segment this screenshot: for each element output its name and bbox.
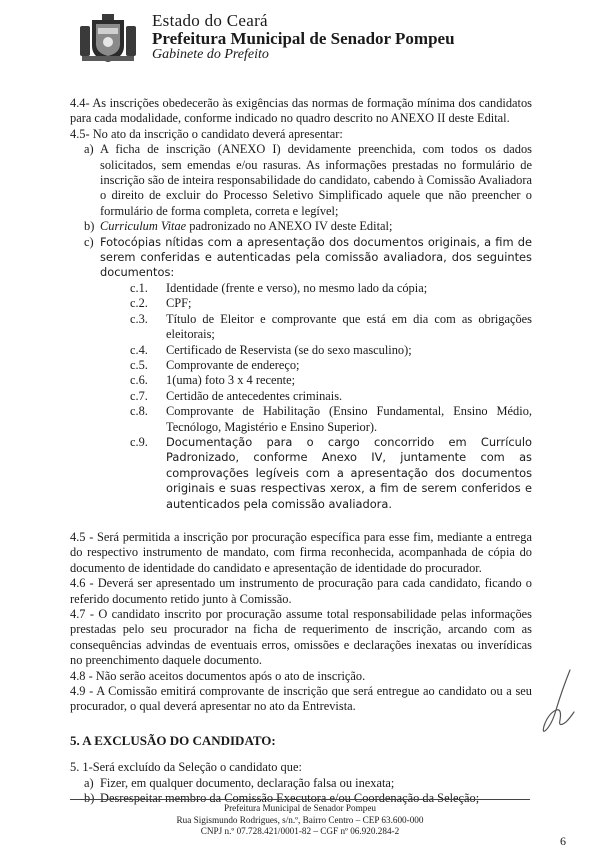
- item-c8: [70, 404, 532, 435]
- spacer: [70, 512, 532, 530]
- item-c1: [70, 281, 532, 296]
- item-a-label: a): [84, 142, 94, 157]
- spacer: [70, 748, 532, 760]
- item-c8-text: Comprovante de Habilitação (Ensino Fundamental, Ensino Médio, Tecnólogo, Magistério e Ensino Superior).: [166, 404, 532, 434]
- item-b-text: padronizado no ANEXO IV deste Edital;: [186, 219, 393, 234]
- item-a-text: A ficha de inscrição (ANEXO I) devidamente preenchida, com todos os dados solicitados, sem emendas e/ou rasuras. As informações prestadas no formulário de inscrição são de inteira responsabilidade do candidato, cabendo à Comissão Avaliadora o direito de excluir do Processo Seletivo Simplificado aquele que não preencher o formulário de forma completa, correta e legível;: [100, 142, 532, 218]
- paragraph-4-6: 4.6 - Deverá ser apresentado um instrumento de procuração para cada candidato, ficando o referido documento retido junto à Comissão.: [70, 576, 532, 606]
- item-b: [70, 219, 532, 234]
- item-5a: [70, 776, 532, 791]
- item-c9-text: Documentação para o cargo concorrido em Currículo Padronizado, conforme Anexo IV, juntamente com as comprovações legíveis com a apresentação dos documentos originais e suas respectivas xerox, a fim de serem conferidos e autenticados pela comissão avaliadora.: [166, 434, 532, 511]
- paragraph-4-5b: 4.5 - Será permitida a inscrição por procuração específica para esse fim, mediante a entrega do respectivo instrumento de mandato, com firma reconhecida, acompanhada de cópia do documento de identidade do candidato e apresentação de identidade do procurador.: [70, 529, 532, 575]
- office-name: Gabinete do Prefeito: [152, 47, 269, 62]
- city-hall-name: Prefeitura Municipal de Senador Pompeu: [152, 29, 455, 48]
- item-5a-text: Fizer, em qualquer documento, declaração falsa ou inexata;: [100, 775, 395, 790]
- item-c6: [70, 373, 532, 388]
- paragraph-4-9: 4.9 - A Comissão emitirá comprovante de inscrição que será entregue ao candidato ou a seu procurador, o qual deverá apresentar no ato da Entrevista.: [70, 684, 532, 714]
- item-c6-text: 1(uma) foto 3 x 4 recente;: [166, 373, 296, 388]
- state-name: Estado do Ceará: [152, 11, 268, 30]
- item-c6-label: c.6.: [130, 373, 148, 388]
- paragraph-4-8: 4.8 - Não serão aceitos documentos após o ato de inscrição.: [70, 668, 366, 683]
- item-c4: [70, 343, 532, 358]
- item-c1-text: Identidade (frente e verso), no mesmo lado da cópia;: [166, 280, 428, 295]
- item-c3: [70, 312, 532, 343]
- item-c7-text: Certidão de antecedentes criminais.: [166, 388, 343, 403]
- section-5-title: 5. A EXCLUSÃO DO CANDIDATO:: [70, 732, 276, 748]
- item-c4-label: c.4.: [130, 342, 148, 357]
- item-c9: [70, 435, 532, 512]
- item-c2: [70, 296, 532, 311]
- page-number: 6: [560, 834, 566, 848]
- footer-line-1: Prefeitura Municipal de Senador Pompeu: [223, 803, 377, 813]
- handwritten-signature: [540, 668, 580, 736]
- item-c-label: c): [84, 234, 94, 249]
- item-c5-label: c.5.: [130, 357, 148, 372]
- letterhead: [152, 12, 455, 62]
- item-c4-text: Certificado de Reservista (se do sexo masculino);: [166, 342, 412, 357]
- item-5b-label: b): [84, 791, 95, 806]
- document-body: [70, 96, 532, 806]
- paragraph-4-5: 4.5- No ato da inscrição o candidato deverá apresentar:: [70, 126, 343, 141]
- item-c8-label: c.8.: [130, 404, 148, 419]
- coat-of-arms-icon: [76, 12, 140, 64]
- paragraph-5-1: 5. 1-Será excluído da Seleção o candidato que:: [70, 760, 302, 775]
- footer-line-2: Rua Sigismundo Rodrigues, s/n.º, Bairro Centro – CEP 63.600-000: [176, 814, 424, 825]
- paragraph-4-7: 4.7 - O candidato inscrito por procuração assume total responsabilidade pelas informações prestadas pelo seu procurador na ficha de requerimento de inscrição, arcando com as consequências advindas de eventuais erros, omissões e declarações inexatas ou inverídicas no preenchimento daquele documento.: [70, 607, 532, 668]
- item-c9-label: c.9.: [130, 434, 148, 449]
- item-c1-label: c.1.: [130, 280, 148, 295]
- item-c2-label: c.2.: [130, 296, 148, 311]
- item-c2-text: CPF;: [166, 296, 192, 311]
- item-b-italic: Curriculum Vitae: [100, 219, 187, 234]
- footer: [70, 803, 530, 838]
- item-c7-label: c.7.: [130, 388, 148, 403]
- footer-divider: [70, 799, 530, 800]
- spacer: [70, 715, 532, 733]
- paragraph-4-4: 4.4- As inscrições obedecerão às exigências das normas de formação mínima dos candidatos para cada modalidade, conforme indicado no quadro descrito no ANEXO II deste Edital.: [70, 96, 532, 126]
- item-c5: [70, 358, 532, 373]
- item-5b-text: Desrespeitar membro da Comissão Executora e/ou Coordenação da Seleção;: [100, 791, 480, 806]
- item-c3-text: Título de Eleitor e comprovante que está em dia com as obrigações eleitorais;: [166, 311, 532, 342]
- footer-line-3: CNPJ n.º 07.728.421/0001-82 – CGF nº 06.920.284-2: [200, 826, 400, 836]
- item-c3-label: c.3.: [130, 311, 148, 326]
- item-c7: [70, 389, 532, 404]
- item-b-label: b): [84, 219, 95, 234]
- item-5a-label: a): [84, 775, 94, 790]
- item-c: [70, 235, 532, 281]
- item-c5-text: Comprovante de endereço;: [166, 357, 300, 372]
- item-c-text: Fotocópias nítidas com a apresentação dos documentos originais, a fim de serem conferidas e autenticadas pela comissão avaliadora, dos seguintes documentos:: [100, 234, 532, 280]
- item-a: [70, 142, 532, 219]
